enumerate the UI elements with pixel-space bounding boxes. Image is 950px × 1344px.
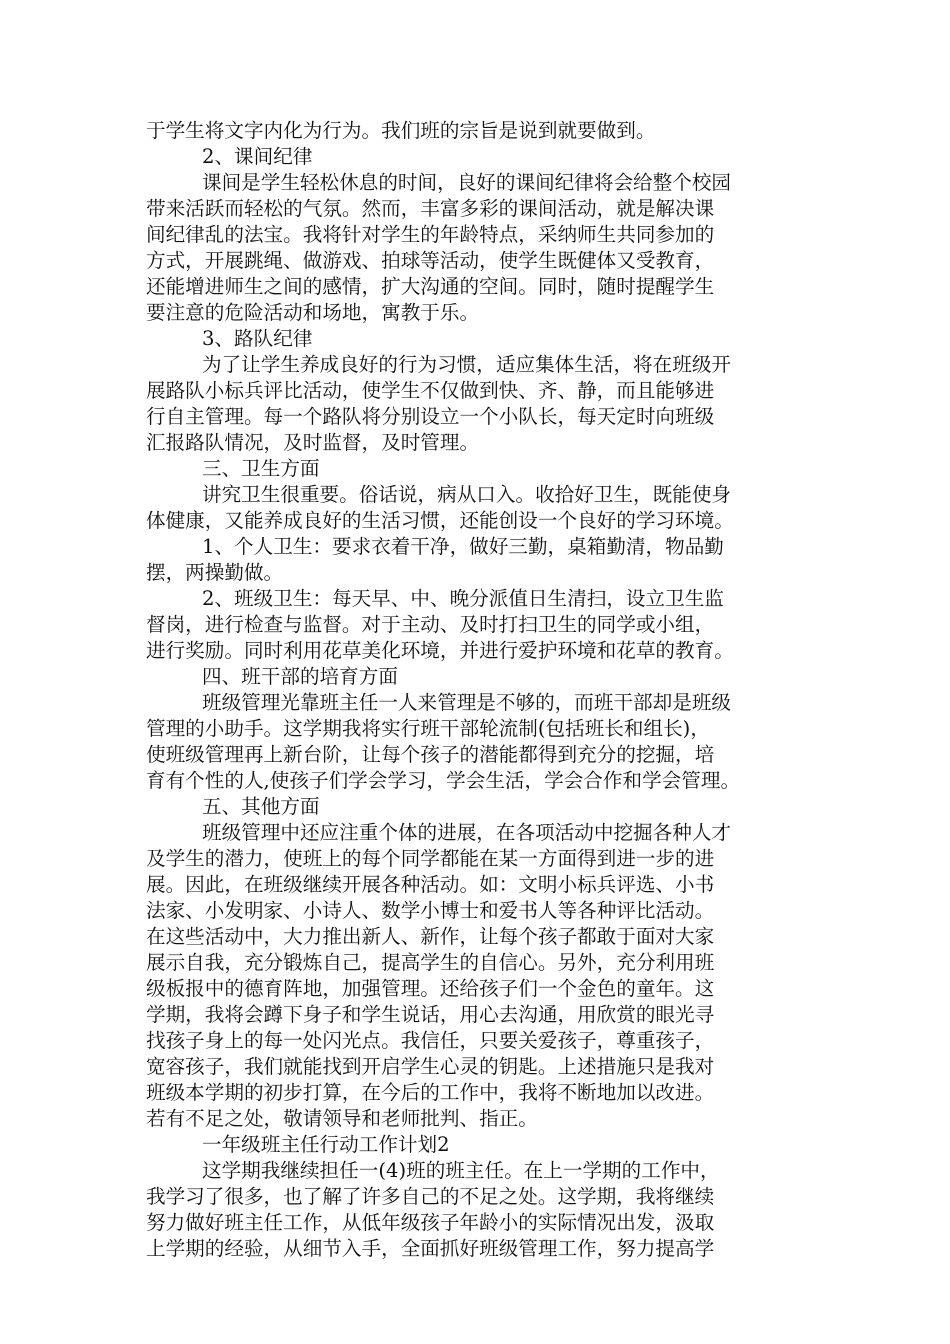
text-line: 摆，两操勤做。: [146, 561, 284, 584]
text-line: 讲究卫生很重要。俗话说，病从口入。收拾好卫生，既能使身: [202, 483, 732, 506]
text-line: 展示自我，充分锻炼自己，提高学生的自信心。另外，充分利用班: [146, 951, 715, 974]
text-line: 间纪律乱的法宝。我将针对学生的年龄特点，采纳师生共同参加的: [146, 223, 715, 246]
text-line: 展。因此，在班级继续开展各种活动。如：文明小标兵评选、小书: [146, 873, 715, 896]
document-page: [146, 118, 818, 1262]
text-line: 班级本学期的初步打算，在今后的工作中，我将不断地加以改进。: [146, 1081, 715, 1104]
text-line: 汇报路队情况，及时监督，及时管理。: [146, 431, 480, 454]
text-line: 上学期的经验，从细节入手，全面抓好班级管理工作，努力提高学: [146, 1237, 715, 1260]
text-line: 宽容孩子，我们就能找到开启学生心灵的钥匙。上述措施只是我对: [146, 1055, 715, 1078]
text-line: 使班级管理再上新台阶，让每个孩子的潜能都得到充分的挖掘，培: [146, 743, 715, 766]
text-line: 四、班干部的培育方面: [202, 665, 398, 688]
text-line: 学期，我将会蹲下身子和学生说话，用心去沟通，用欣赏的眼光寻: [146, 1003, 715, 1026]
text-line: 班级管理光靠班主任一人来管理是不够的，而班干部却是班级: [202, 691, 732, 714]
text-line: 还能增进师生之间的感情，扩大沟通的空间。同时，随时提醒学生: [146, 275, 715, 298]
text-line: 进行奖励。同时利用花草美化环境，并进行爱护环境和花草的教育。: [146, 639, 734, 662]
text-line: 体健康，又能养成良好的生活习惯，还能创设一个良好的学习环境。: [146, 509, 734, 532]
text-line: 班级管理中还应注重个体的进展，在各项活动中挖掘各种人才: [202, 821, 732, 844]
text-line: 我学习了很多，也了解了许多自己的不足之处。这学期，我将继续: [146, 1185, 715, 1208]
text-line: 带来活跃而轻松的气氛。然而，丰富多彩的课间活动，就是解决课: [146, 197, 715, 220]
text-line: 2、班级卫生：每天早、中、晚分派值日生清扫，设立卫生监: [202, 587, 724, 610]
text-line: 这学期我继续担任一(4)班的班主任。在上一学期的工作中，: [202, 1159, 720, 1182]
text-line: 一年级班主任行动工作计划2: [202, 1133, 450, 1156]
text-line: 课间是学生轻松休息的时间，良好的课间纪律将会给整个校园: [202, 171, 732, 194]
text-line: 1、个人卫生：要求衣着干净，做好三勤，桌箱勤清，物品勤: [202, 535, 724, 558]
text-line: 育有个性的人,使孩子们学会学习，学会生活，学会合作和学会管理。: [146, 769, 741, 792]
text-line: 及学生的潜力，使班上的每个同学都能在某一方面得到进一步的进: [146, 847, 715, 870]
text-line: 管理的小助手。这学期我将实行班干部轮流制(包括班长和组长)，: [146, 717, 710, 740]
text-line: 五、其他方面: [202, 795, 320, 818]
text-line: 法家、小发明家、小诗人、数学小博士和爱书人等各种评比活动。: [146, 899, 715, 922]
text-line: 行自主管理。每一个路队将分别设立一个小队长，每天定时向班级: [146, 405, 715, 428]
text-line: 找孩子身上的每一处闪光点。我信任，只要关爱孩子，尊重孩子，: [146, 1029, 715, 1052]
text-line: 三、卫生方面: [202, 457, 320, 480]
text-line: 若有不足之处，敬请领导和老师批判、指正。: [146, 1107, 538, 1130]
text-line: 展路队小标兵评比活动，使学生不仅做到快、齐、静，而且能够进: [146, 379, 715, 402]
text-line: 督岗，进行检查与监督。对于主动、及时打扫卫生的同学或小组，: [146, 613, 715, 636]
text-line: 努力做好班主任工作，从低年级孩子年龄小的实际情况出发，汲取: [146, 1211, 715, 1234]
text-line: 方式，开展跳绳、做游戏、拍球等活动，使学生既健体又受教育，: [146, 249, 715, 272]
text-line: 2、课间纪律: [202, 145, 313, 168]
text-line: 级板报中的德育阵地，加强管理。还给孩子们一个金色的童年。这: [146, 977, 715, 1000]
text-line: 要注意的危险活动和场地，寓教于乐。: [146, 301, 480, 324]
text-line: 在这些活动中，大力推出新人、新作，让每个孩子都敢于面对大家: [146, 925, 715, 948]
text-line: 3、路队纪律: [202, 327, 313, 350]
text-line: 于学生将文字内化为行为。我们班的宗旨是说到就要做到。: [146, 119, 656, 142]
text-line: 为了让学生养成良好的行为习惯，适应集体生活，将在班级开: [202, 353, 732, 376]
